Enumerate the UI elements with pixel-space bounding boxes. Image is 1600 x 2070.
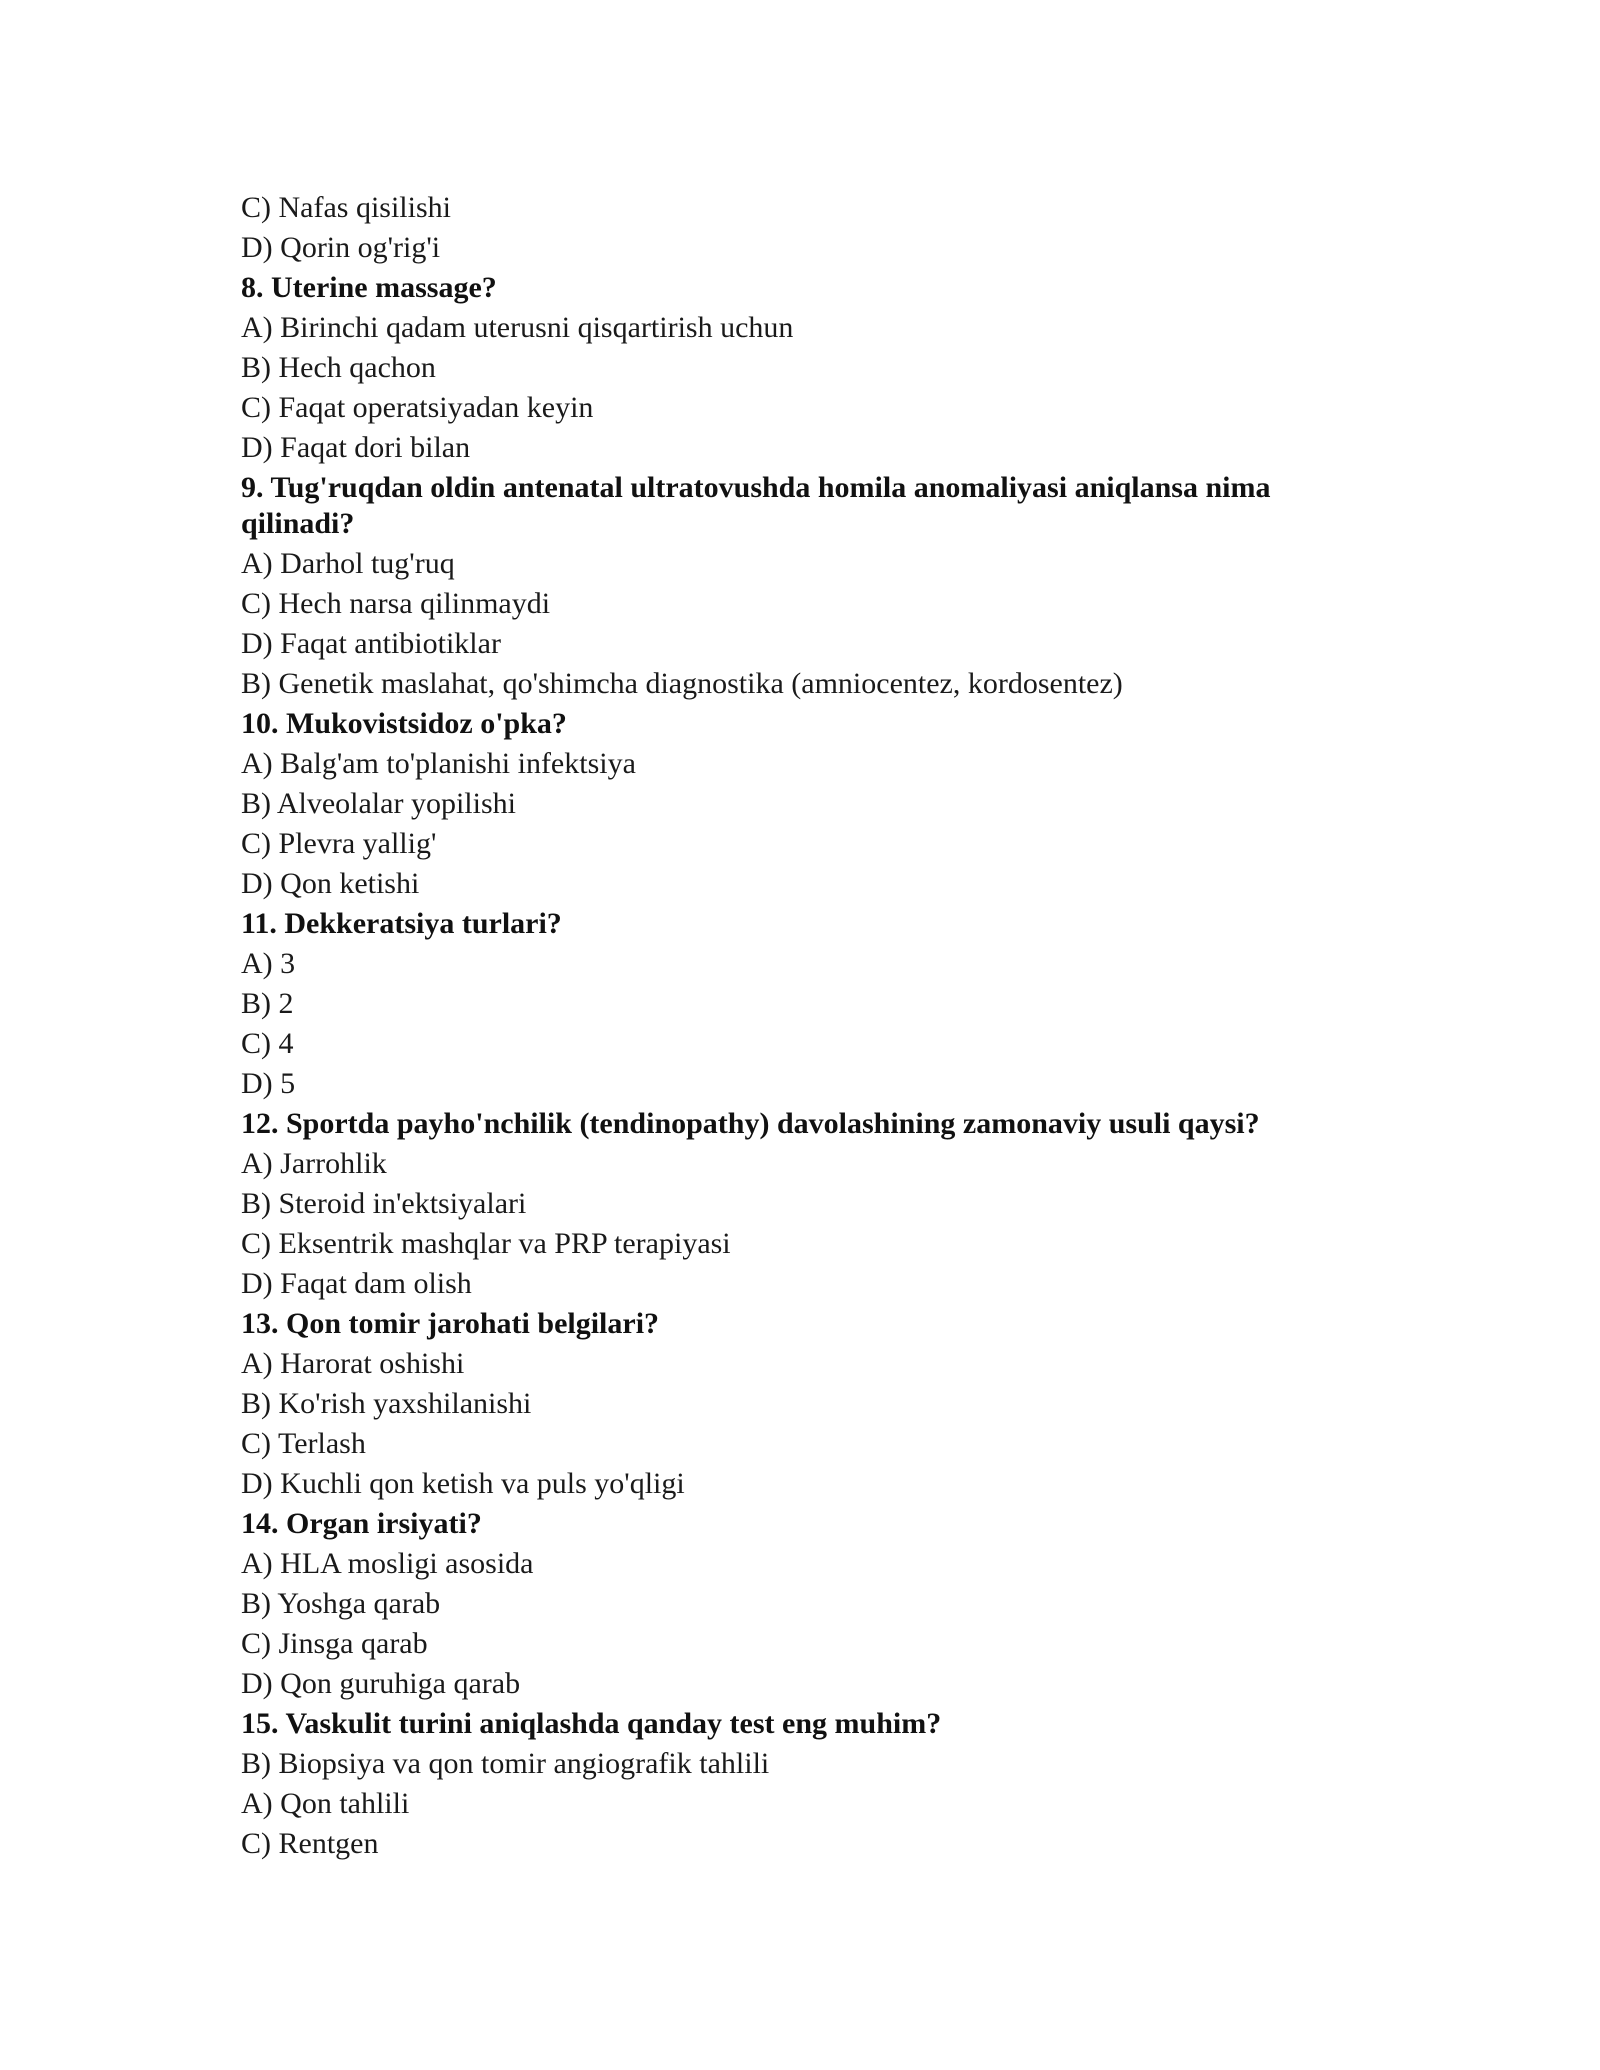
answer-option: D) Faqat dori bilan xyxy=(241,431,471,464)
answer-option: D) Kuchli qon ketish va puls yo'qligi xyxy=(241,1467,685,1500)
answer-option: C) Rentgen xyxy=(241,1827,379,1860)
answer-option: B) 2 xyxy=(241,987,294,1020)
answer-option: A) Qon tahlili xyxy=(241,1787,410,1820)
answer-option: D) 5 xyxy=(241,1067,296,1100)
question-heading: 8. Uterine massage? xyxy=(241,271,497,304)
answer-option: D) Faqat antibiotiklar xyxy=(241,627,501,660)
answer-option: D) Faqat dam olish xyxy=(241,1267,472,1300)
answer-option: B) Yoshga qarab xyxy=(241,1587,441,1620)
quiz-content xyxy=(241,188,1371,1864)
question-heading: 11. Dekkeratsiya turlari? xyxy=(241,907,562,940)
answer-option: A) Darhol tug'ruq xyxy=(241,547,455,580)
answer-option: C) Faqat operatsiyadan keyin xyxy=(241,391,594,424)
answer-option: C) Plevra yallig' xyxy=(241,827,437,860)
question-heading: 10. Mukovistsidoz o'pka? xyxy=(241,707,567,740)
answer-option: D) Qon guruhiga qarab xyxy=(241,1667,521,1700)
answer-option: C) Hech narsa qilinmaydi xyxy=(241,587,551,620)
answer-option: A) Birinchi qadam uterusni qisqartirish uchun xyxy=(241,311,794,344)
answer-option: C) 4 xyxy=(241,1027,294,1060)
answer-option: A) Balg'am to'planishi infektsiya xyxy=(241,747,636,780)
answer-option: B) Genetik maslahat, qo'shimcha diagnostika (amniocentez, kordosentez) xyxy=(241,667,1123,700)
answer-option: D) Qorin og'rig'i xyxy=(241,231,441,264)
answer-option: C) Eksentrik mashqlar va PRP terapiyasi xyxy=(241,1227,731,1260)
answer-option: C) Nafas qisilishi xyxy=(241,191,451,224)
answer-option: A) Harorat oshishi xyxy=(241,1347,465,1380)
question-heading: 14. Organ irsiyati? xyxy=(241,1507,482,1540)
question-heading: 12. Sportda payho'nchilik (tendinopathy) davolashining zamonaviy usuli qaysi? xyxy=(241,1107,1260,1140)
answer-option: B) Hech qachon xyxy=(241,351,436,384)
answer-option: A) HLA mosligi asosida xyxy=(241,1547,534,1580)
answer-option: C) Jinsga qarab xyxy=(241,1627,428,1660)
question-heading: 15. Vaskulit turini aniqlashda qanday test eng muhim? xyxy=(241,1707,942,1740)
answer-option: A) Jarrohlik xyxy=(241,1147,387,1180)
question-heading: 13. Qon tomir jarohati belgilari? xyxy=(241,1307,660,1340)
answer-option: B) Ko'rish yaxshilanishi xyxy=(241,1387,532,1420)
question-heading: 9. Tug'ruqdan oldin antenatal ultratovushda homila anomaliyasi aniqlansa nima qilinadi? xyxy=(241,471,1271,540)
answer-option: D) Qon ketishi xyxy=(241,867,420,900)
answer-option: B) Alveolalar yopilishi xyxy=(241,787,516,820)
answer-option: B) Steroid in'ektsiyalari xyxy=(241,1187,527,1220)
answer-option: B) Biopsiya va qon tomir angiografik tahlili xyxy=(241,1747,770,1780)
answer-option: A) 3 xyxy=(241,947,296,980)
answer-option: C) Terlash xyxy=(241,1427,366,1460)
